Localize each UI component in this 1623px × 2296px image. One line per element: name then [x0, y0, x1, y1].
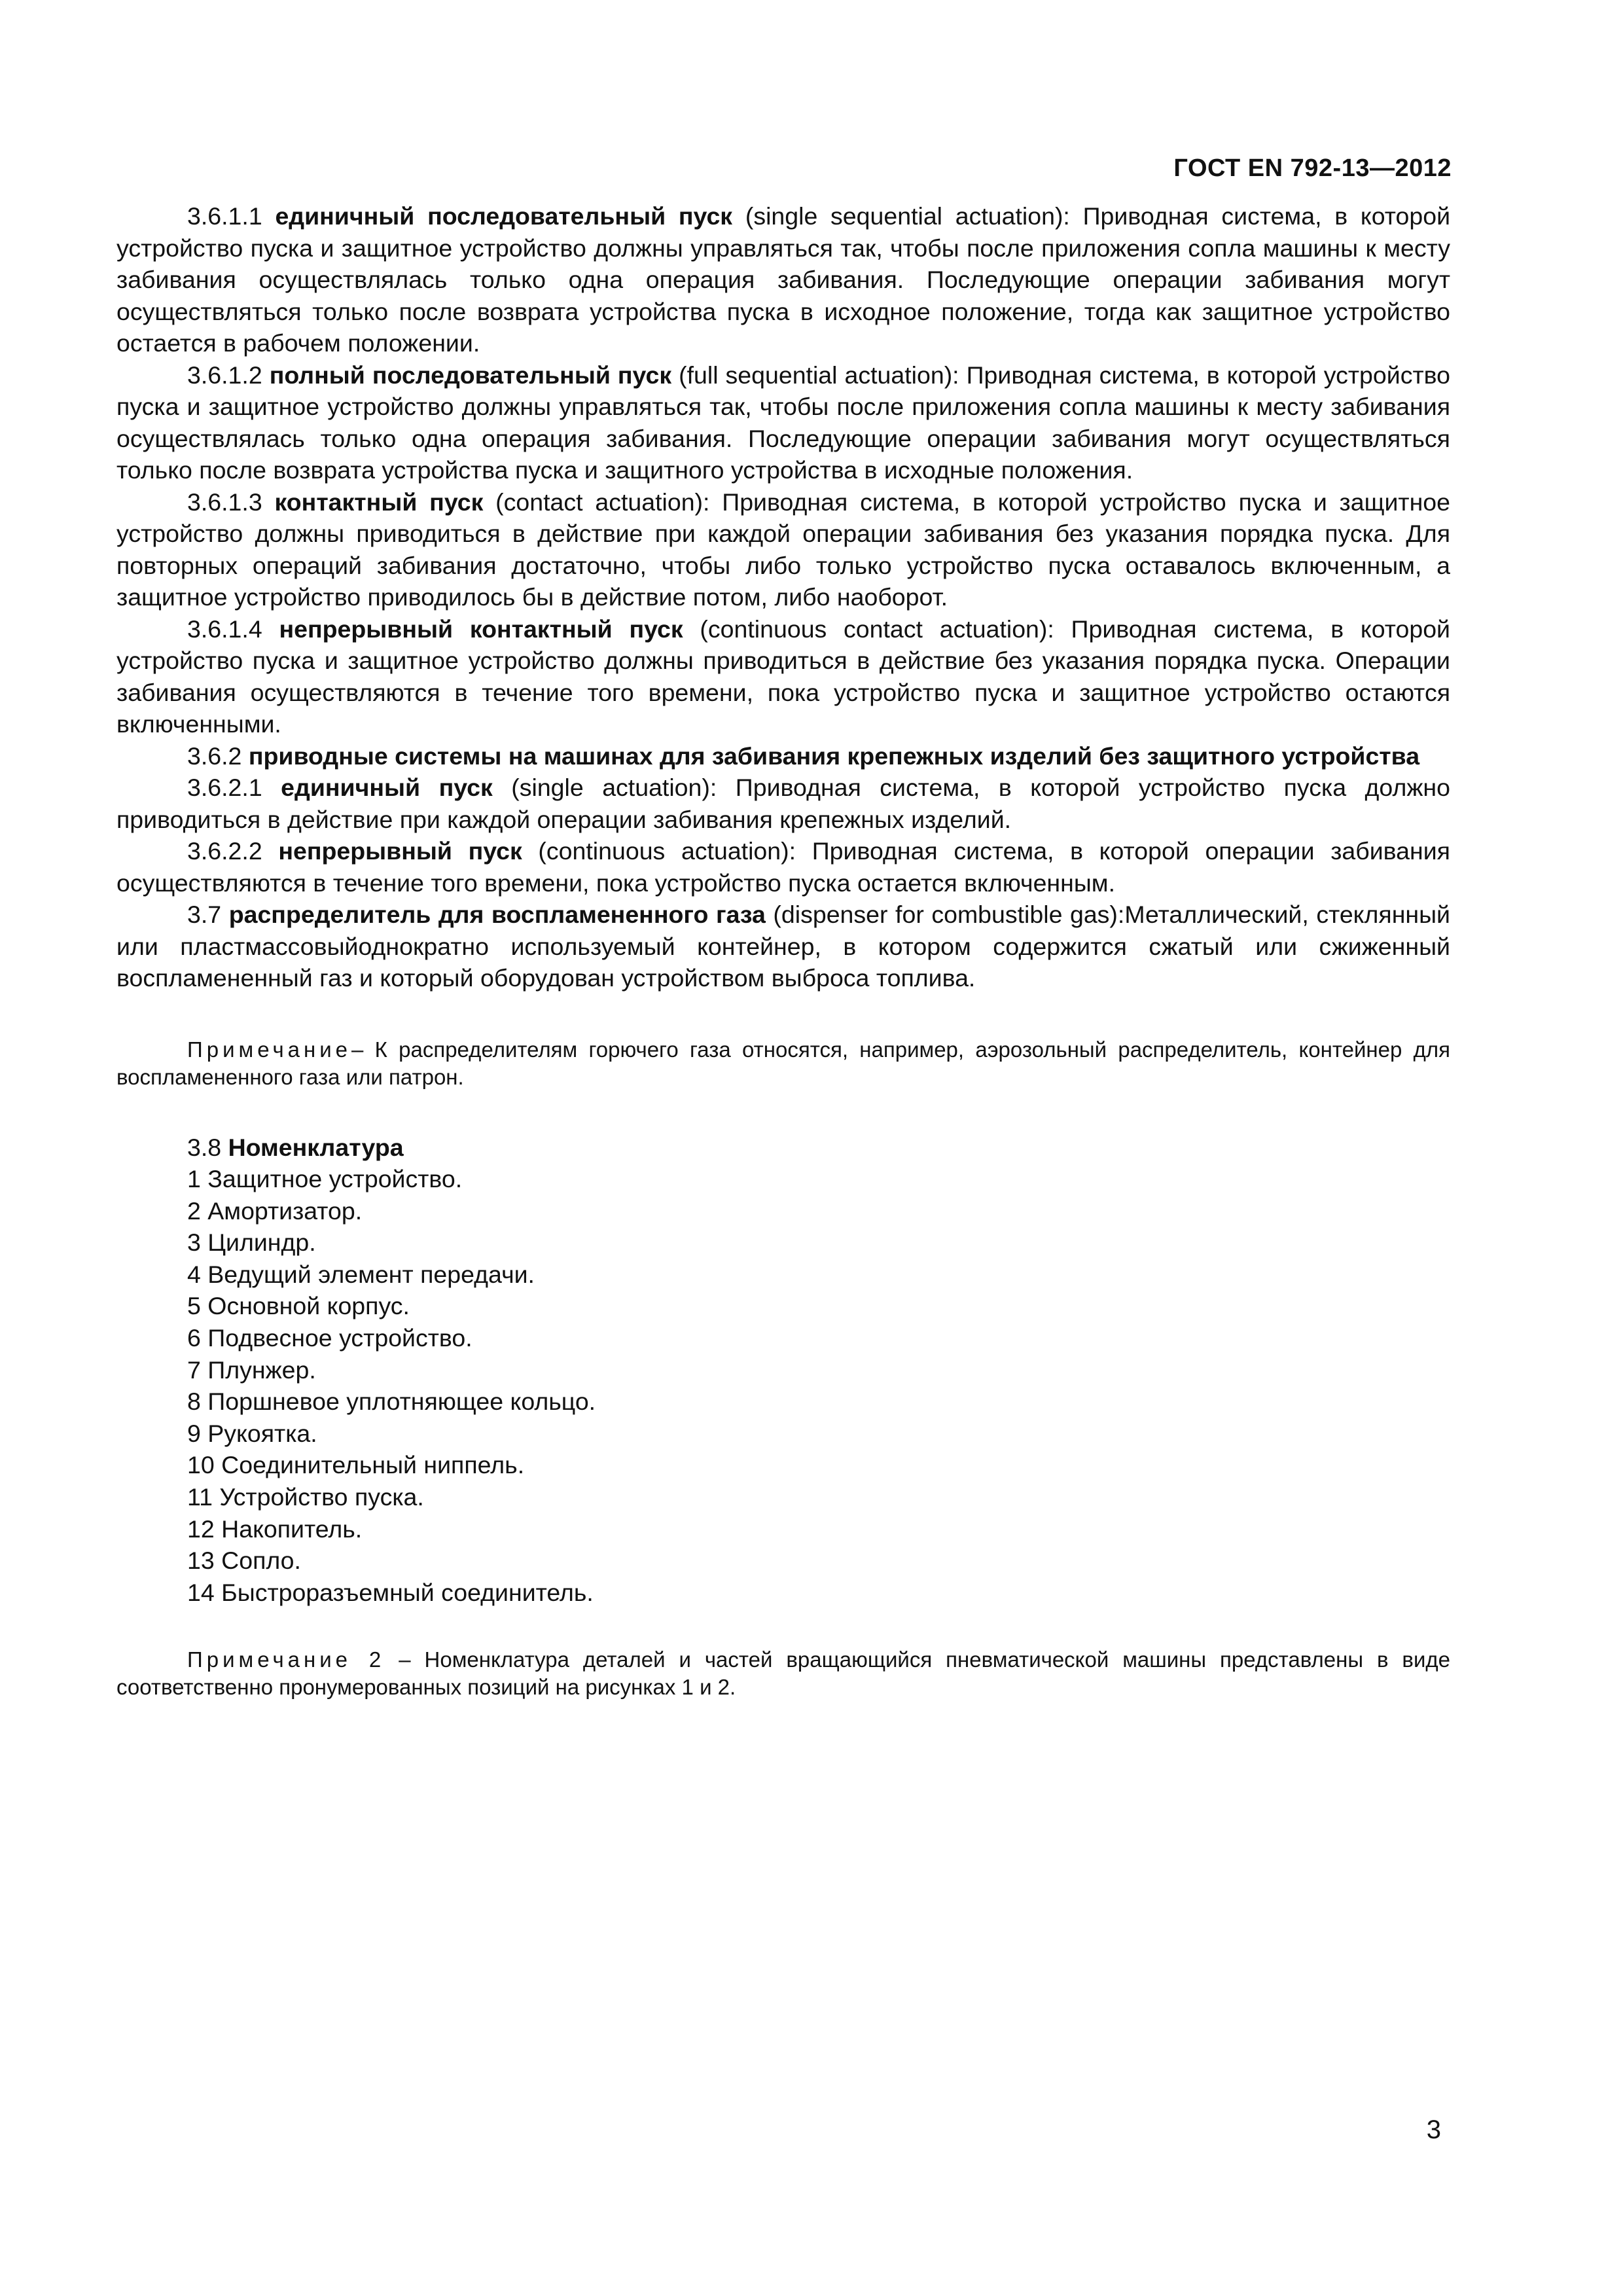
spacer — [116, 994, 1450, 1036]
nomenclature-heading — [116, 1132, 1450, 1164]
section-number: 3.6.1.2 — [187, 361, 262, 389]
list-item: 14 Быстроразъемный соединитель. — [187, 1578, 594, 1606]
section-number: 3.6.2.1 — [187, 774, 262, 801]
note-1 — [116, 1036, 1450, 1091]
section-text: (full sequential actuation): Приводная система, в которой устройство пуска и защитное устройство должны управляться так, чтобы после приложения сопла машины к месту забивания осуществлялась только одна операция забивания. Последующие операции забивания могут осуществляться только после возврата устройства пуска и защитного устройства в исходные положения. — [116, 361, 1450, 484]
section-text: (dispenser for combustible gas):Металлический, стеклянный или пластмассовыйоднократно используемый контейнер, в котором содержится сжатый или сжиженный воспламененный газ и который оборудован устройством выброса топлива. — [116, 901, 1451, 992]
list-item: 10 Соединительный ниппель. — [187, 1451, 525, 1479]
section-number: 3.8 — [187, 1133, 222, 1161]
section-text: (continuous contact actuation): Приводная система, в которой устройство пуска и защитное устройство должны приводиться в действие без указания порядка пуска. Операции забивания осуществляются в течение того времени, пока устройство пуска и защитное устройство остаются включенными. — [116, 615, 1450, 738]
list-item: 1 Защитное устройство. — [187, 1165, 463, 1193]
section-term: полный последовательный пуск — [269, 361, 672, 389]
nomenclature-list — [116, 1163, 1450, 1608]
section-number: 3.6.2 — [187, 742, 242, 770]
list-item: 11 Устройство пуска. — [187, 1482, 424, 1511]
list-item: 8 Поршневое уплотняющее кольцо. — [187, 1388, 596, 1416]
section-text: (single actuation): Приводная система, в которой устройство пуска должно приводиться в действие при каждой операции забивания крепежных изделий. — [116, 774, 1450, 833]
section-number: 3.6.2.2 — [187, 837, 262, 865]
section-term: приводные системы на машинах для забивания крепежных изделий без защитного устройства — [248, 742, 1420, 770]
section-number: 3.6.1.1 — [187, 202, 262, 230]
section-number: 3.7 — [187, 901, 222, 928]
section-term: непрерывный контактный пуск — [279, 615, 683, 643]
note-label: Примечание — [187, 1037, 352, 1062]
section-number: 3.6.1.4 — [187, 615, 262, 643]
section-text: (contact actuation): Приводная система, в которой устройство пуска и защитное устройство должны приводиться в действие при каждой операции забивания без указания порядка пуска. Для повторных операций забивания достаточно, чтобы либо только устройство пуска оставалось включенным, а защитное устройство приводилось бы в действие потом, либо наоборот. — [116, 488, 1451, 611]
list-item: 3 Цилиндр. — [187, 1229, 316, 1257]
page-number: 3 — [1426, 2115, 1441, 2144]
section-3-6-2-1 — [116, 772, 1450, 835]
document-header: ГОСТ EN 792-13—2012 — [1173, 154, 1452, 182]
spacer — [116, 1608, 1450, 1646]
nomenclature-title: Номенклатура — [228, 1133, 404, 1161]
section-term: единичный пуск — [281, 774, 493, 801]
list-item: 12 Накопитель. — [187, 1515, 363, 1543]
section-text: (continuous actuation): Приводная система, в которой операции забивания осуществляются в течение того времени, пока устройство пуска остается включенным. — [116, 837, 1450, 897]
note-2 — [116, 1646, 1450, 1701]
section-3-6-2 — [116, 740, 1450, 772]
section-term: распределитель для воспламененного газа — [228, 901, 766, 928]
section-3-6-1-2 — [116, 359, 1450, 486]
section-3-6-1-4 — [116, 613, 1450, 740]
document-body — [116, 200, 1450, 1701]
list-item: 6 Подвесное устройство. — [187, 1323, 473, 1352]
section-3-7 — [116, 899, 1450, 994]
note-text: – Номенклатура деталей и частей вращающийся пневматической машины представлены в виде соответственно пронумерованных позиций на рисунках 1 и 2. — [116, 1647, 1450, 1700]
spacer — [116, 1091, 1450, 1132]
list-item: 13 Сопло. — [187, 1547, 301, 1575]
section-3-6-1-3 — [116, 486, 1450, 613]
section-term: контактный пуск — [274, 488, 484, 516]
list-item: 9 Рукоятка. — [187, 1419, 317, 1447]
section-3-6-1-1 — [116, 200, 1450, 359]
note-text: – К распределителям горючего газа относятся, например, аэрозольный распределитель, контейнер для воспламененного газа или патрон. — [116, 1037, 1450, 1089]
section-term: непрерывный пуск — [278, 837, 522, 865]
section-3-6-2-2 — [116, 835, 1450, 899]
note-label: Примечание 2 — [187, 1647, 385, 1672]
list-item: 2 Амортизатор. — [187, 1196, 363, 1225]
list-item: 5 Основной корпус. — [187, 1292, 410, 1320]
list-item: 4 Ведущий элемент передачи. — [187, 1260, 535, 1288]
section-text: (single sequential actuation): Приводная система, в которой устройство пуска и защитное устройство должны управляться так, чтобы после приложения сопла машины к месту забивания осуществлялась только одна операция забивания. Последующие операции забивания могут осуществляться только после возврата устройства пуска в исходное положение, тогда как защитное устройство остается в рабочем положении. — [116, 202, 1451, 357]
section-number: 3.6.1.3 — [187, 488, 262, 516]
list-item: 7 Плунжер. — [187, 1355, 316, 1384]
section-term: единичный последовательный пуск — [275, 202, 733, 230]
